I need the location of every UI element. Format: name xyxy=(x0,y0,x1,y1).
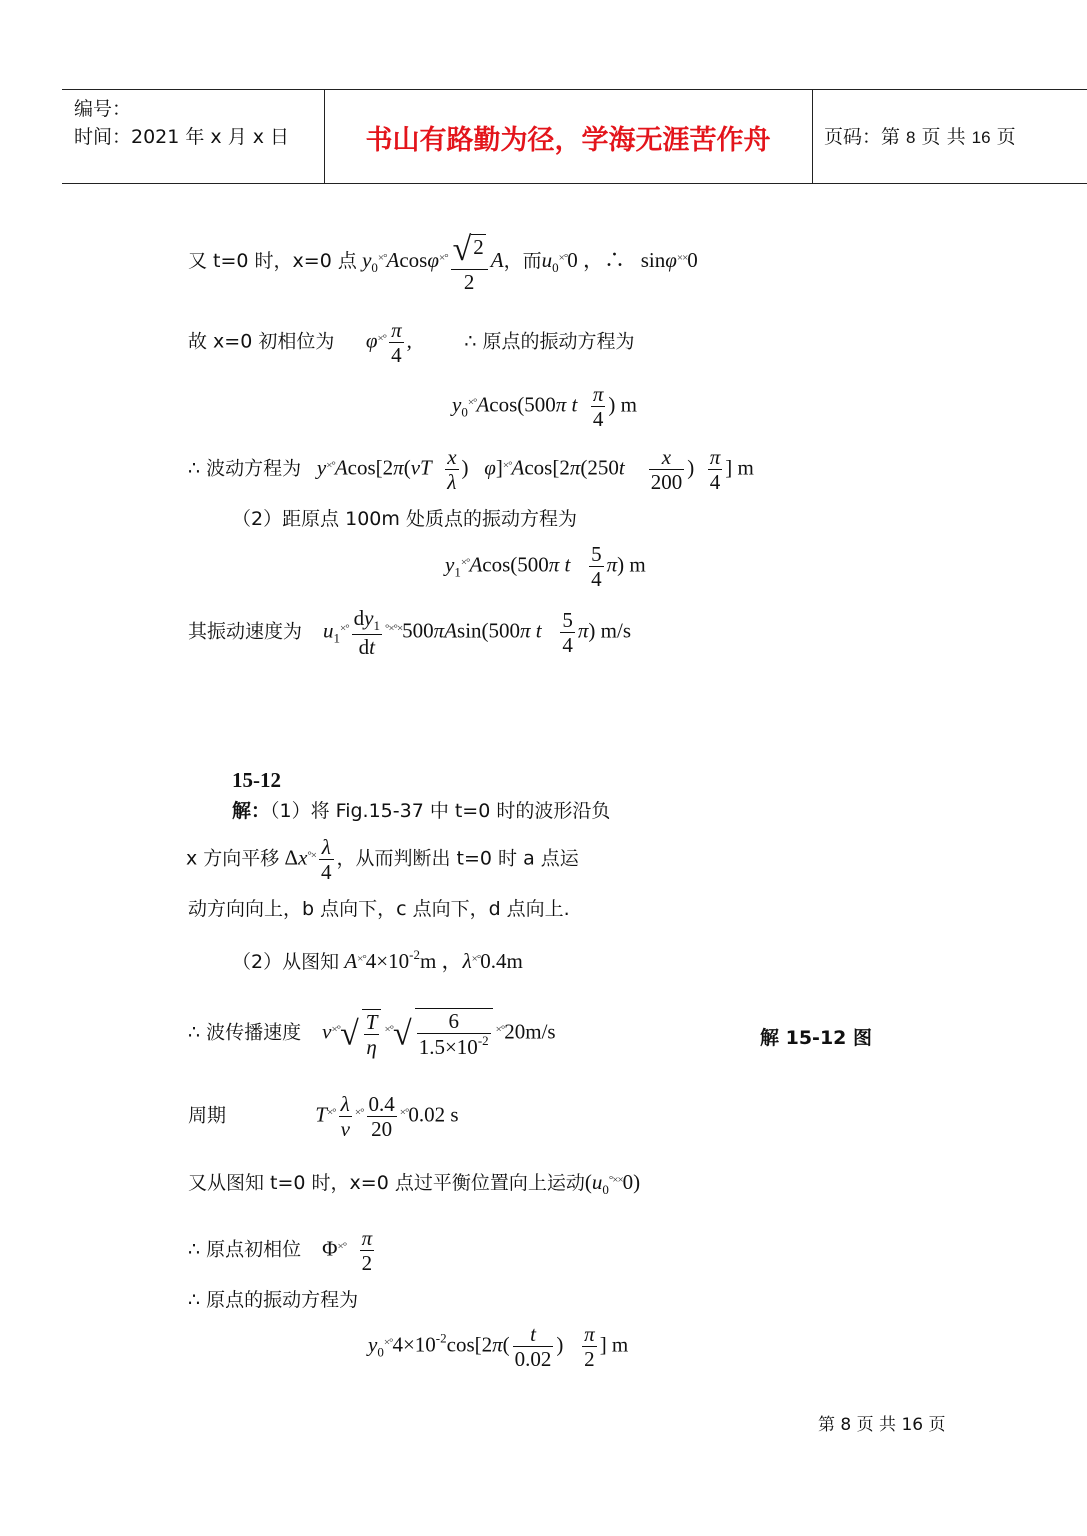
header-page-number: 8 xyxy=(906,128,916,147)
eq-line-4: ∴ 波动方程为 y×°Acos[2π(νT $\frac{x}{\lambda}$ ) φ]×°Acos[2π(250t $\frac{x}{200}$ ) $\frac{\pi}{4}$ ] m xyxy=(188,445,754,495)
origin-equation: $y_0^{\times^\circ}4\times 10^{-2}\cos[2\pi$( $\frac{t}{0.02}$ ) $\frac{\pi}{2}$ ] m xyxy=(368,1322,629,1372)
eq-line-7: 其振动速度为 $u_1^{\times^\circ}$ $\frac{dy_1}{dt}$ °×°×500πAsin(500π t $\frac{5}{4}$ π) m/s xyxy=(188,606,632,659)
header-motto-cell xyxy=(324,90,813,183)
header-page-cell xyxy=(812,90,1087,183)
wave-speed-line: ∴ 波传播速度 v×°√ $\frac{T}{\eta}$ ×°√ $\frac{6}{1.5\times 10^{-2}}$ ×°20m/s xyxy=(188,1009,556,1060)
eq-line-3: $y_0^{\times^\circ}Acos(500\pi$ t $\frac{\pi}{4}$ ) m xyxy=(452,382,637,432)
eq-line-5: （2）距原点 100m 处质点的振动方程为 xyxy=(232,508,577,530)
upward-motion-line: 又从图知 t=0 时，x=0 点过平衡位置向上运动$(u_0^{^\circ\times\times}0)$ xyxy=(188,1170,641,1197)
page-footer: 第 8 页 共 16 页 xyxy=(818,1415,946,1435)
header-page-total: 16 xyxy=(971,128,991,147)
footer-page-number: 8 xyxy=(840,1415,852,1435)
solution-line-3: 动方向向上，b 点向下，c 点向下，d 点向上. xyxy=(188,898,570,920)
figure-label: 解 15-12 图 xyxy=(760,1027,872,1049)
eq-line-2: 故 x=0 初相位为 φ×° $\frac{\pi}{4}$ , ∴ 原点的振动方程为 xyxy=(188,318,635,368)
footer-page-total: 16 xyxy=(901,1415,924,1435)
solution-line-4: （2）从图知 $A^{\times^\circ}4\times 10^{-2}m$ ，λ×°0.4m xyxy=(232,947,523,973)
doc-time: 时间：2021 年 x 月 x 日 xyxy=(74,126,290,148)
doc-number-label: 编号： xyxy=(74,98,132,120)
section-title: 15-12 xyxy=(232,768,281,792)
initial-phase-line: ∴ 原点初相位 Φ×° $\frac{\pi}{2}$ xyxy=(188,1226,373,1276)
eq-line-1: 又 t=0 时，x=0 点 $y_0^{\times^\circ}Acos\varphi^{\times^\circ}$ $\frac{√2}{2}$ A，而$u_0^{\times^\circ}0$ ，∴ sinφ××0 xyxy=(188,231,698,295)
header-meta xyxy=(62,90,325,183)
header-page-info: 页码：第 8 页 共 16 页 xyxy=(824,126,1016,148)
solution-line-2: x 方向平移 Δx°× $\frac{\lambda}{4}$ ，从而判断出 t=0 时 a 点运 xyxy=(186,835,579,885)
origin-equation-heading: ∴ 原点的振动方程为 xyxy=(188,1289,359,1311)
page-header xyxy=(62,89,1087,184)
solution-line-1: 解：（1）将 Fig.15-37 中 t=0 时的波形沿负 xyxy=(232,800,611,822)
motto: 书山有路勤为径，学海无涯苦作舟 xyxy=(365,125,771,156)
period-line: 周期 T×° $\frac{\lambda}{v}$ ×° $\frac{0.4}{20}$ ×°0.02 s xyxy=(188,1092,459,1142)
eq-line-6: $y_1^{\times^\circ}Acos(500\pi$ t $\frac{5}{4}$ π) m xyxy=(445,542,646,592)
